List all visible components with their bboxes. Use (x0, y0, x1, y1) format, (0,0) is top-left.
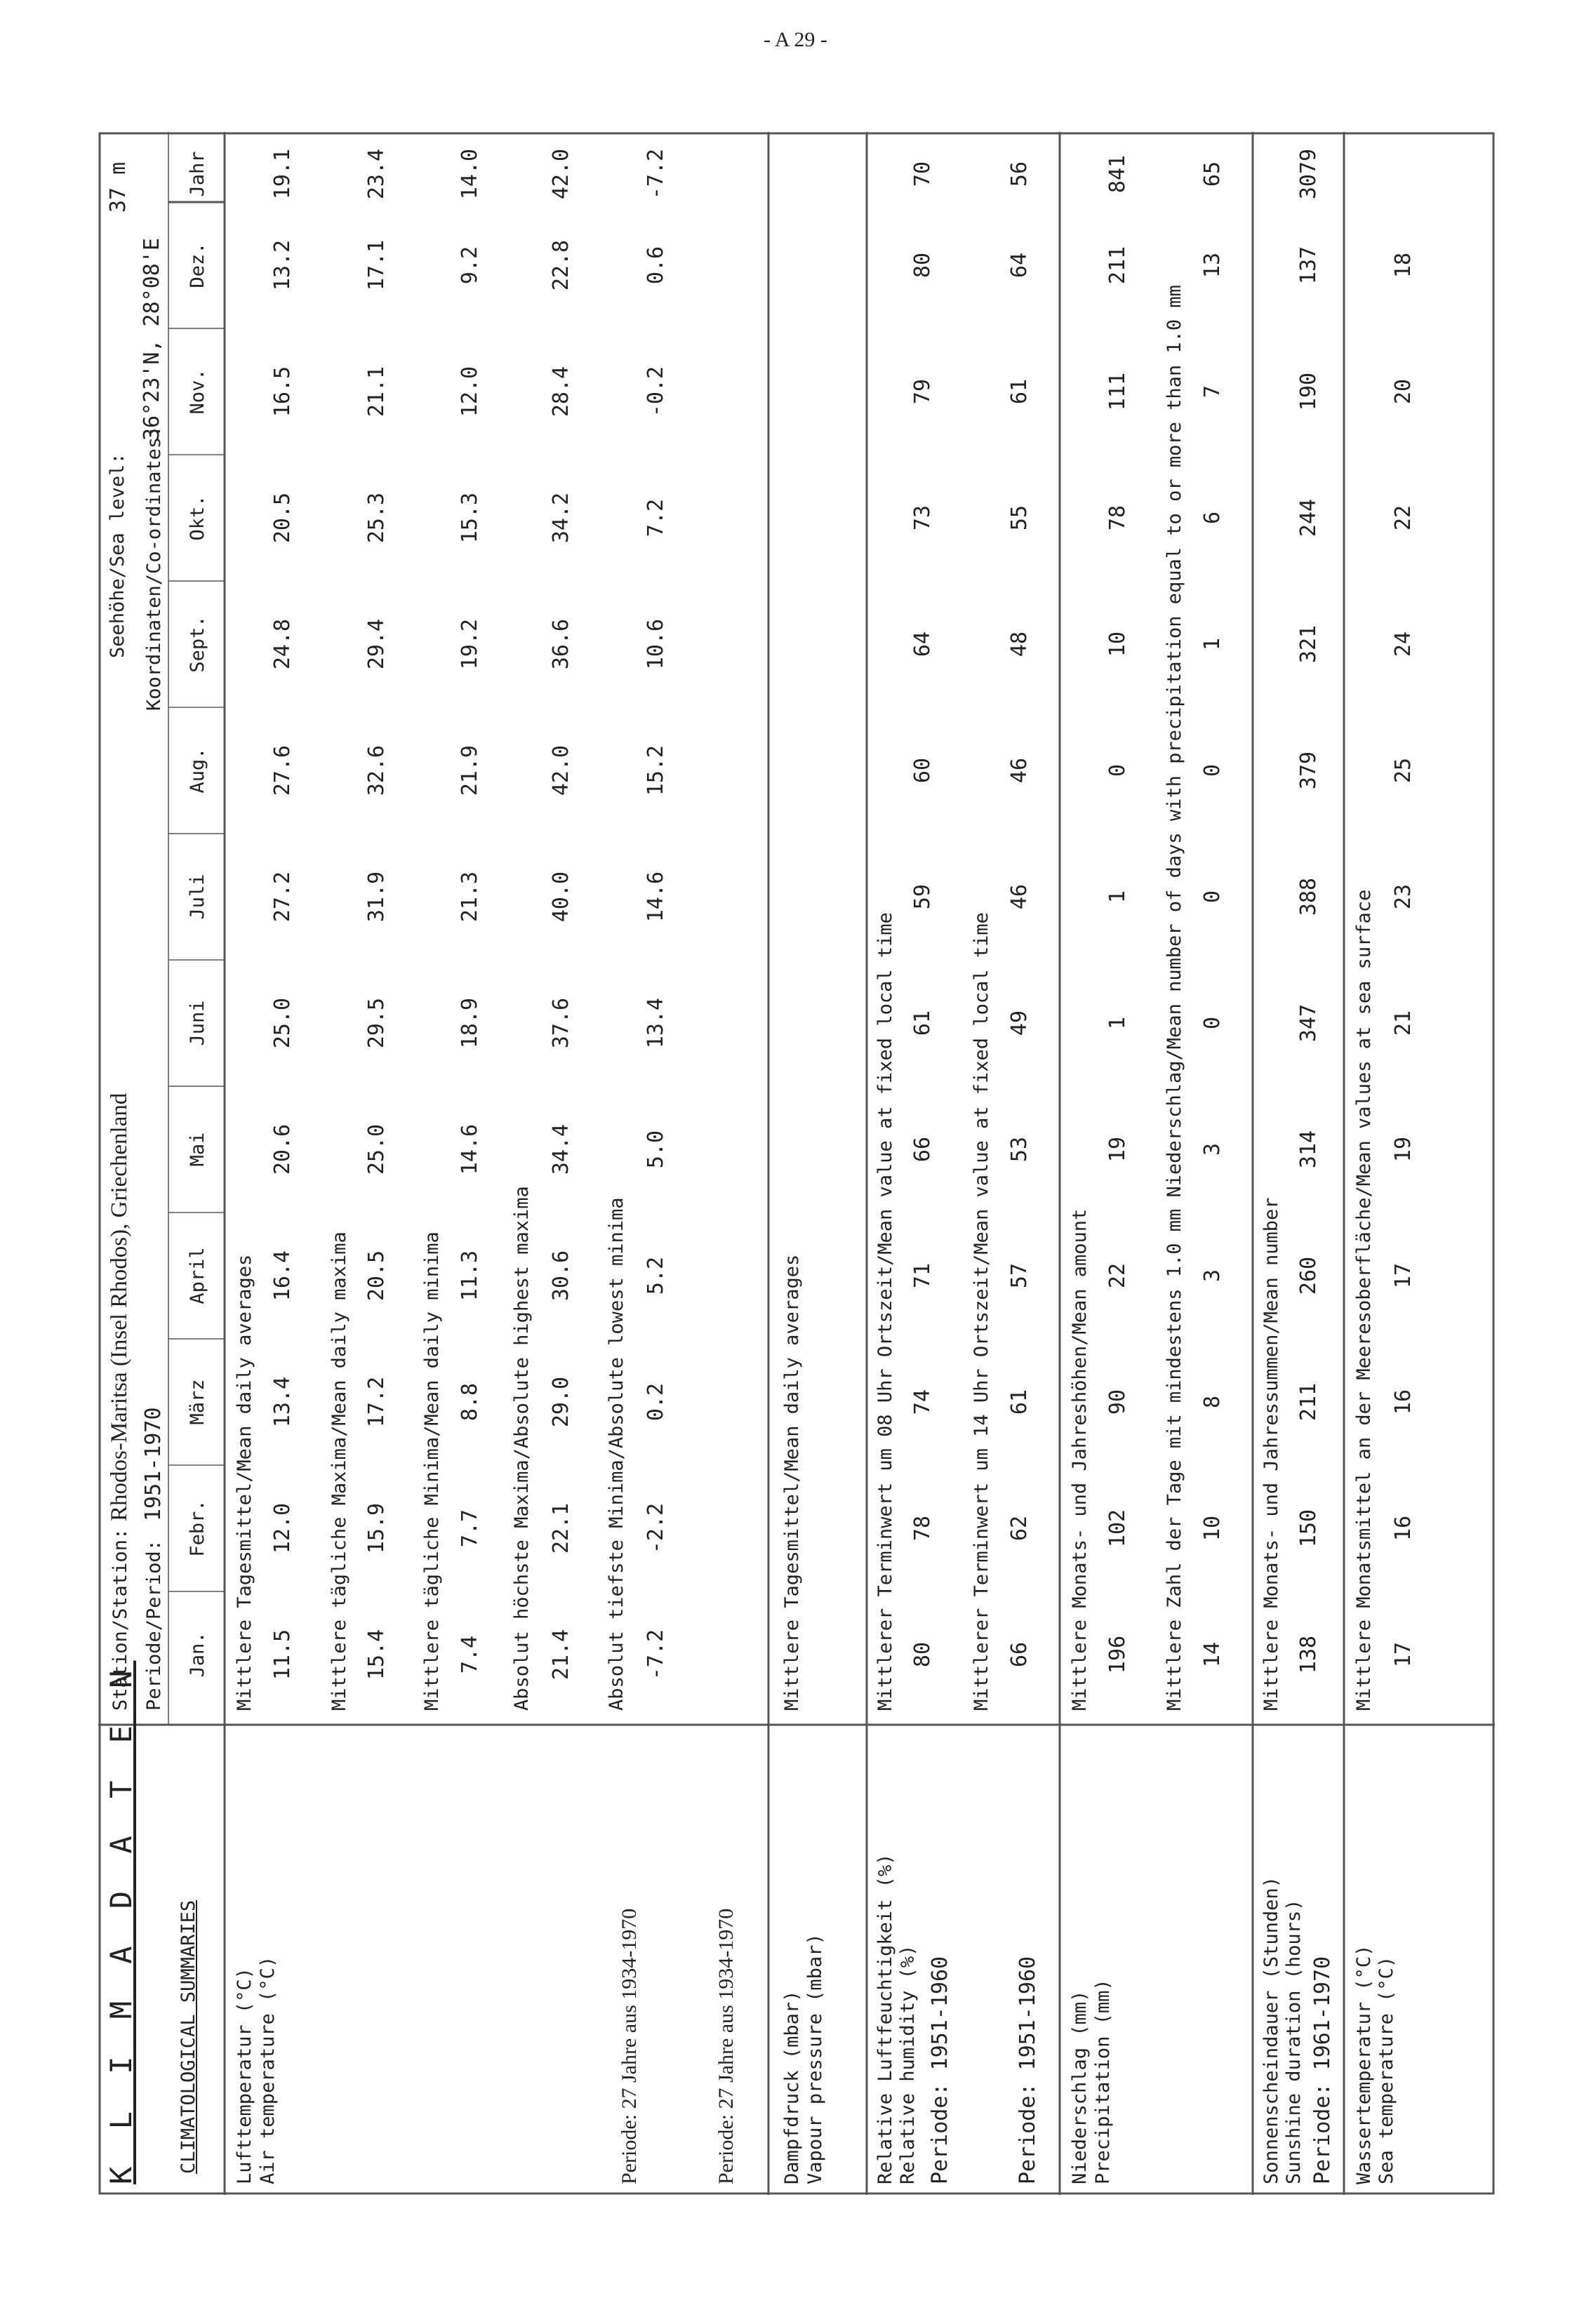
month-header: Aug. (187, 747, 208, 794)
table-cell: 21 (1391, 1010, 1416, 1036)
table-cell: 0 (1200, 890, 1225, 904)
table-cell: 36.6 (549, 618, 573, 670)
table-cell: 20.6 (270, 1123, 295, 1175)
humidity-period-1: Periode: 1951-1960 (928, 1956, 952, 2184)
table-cell: 40.0 (549, 871, 573, 923)
vapour-label-de: Dampfdruck (mbar) (781, 1990, 803, 2184)
table-cell: 0 (1105, 763, 1130, 777)
table-cell: 15.3 (458, 492, 482, 544)
table-cell: 30.6 (549, 1250, 573, 1302)
table-cell: 42.0 (549, 744, 573, 796)
table-cell: 61 (910, 1010, 935, 1036)
table-cell: 8.8 (458, 1382, 482, 1422)
table-cell: 25.0 (270, 997, 295, 1049)
page-number: - A 29 - (764, 28, 827, 51)
table-cell: 28.4 (549, 366, 573, 418)
table-cell: 24 (1391, 631, 1416, 657)
humidity-label-en: Relative humidity (%) (897, 1944, 919, 2184)
table-cell: 18.9 (458, 997, 482, 1049)
table-cell: 53 (1007, 1136, 1032, 1163)
table-cell: 34.2 (549, 492, 573, 544)
table-cell: 14 (1200, 1641, 1225, 1668)
row-caption: Mittlere Tagesmittel/Mean daily averages (234, 1254, 255, 1711)
table-cell: 321 (1296, 625, 1321, 664)
table-cell: 21.3 (458, 871, 482, 923)
table-cell: 27.6 (270, 744, 295, 796)
table-cell: 55 (1007, 505, 1032, 531)
period-label: Periode/Period: (143, 1540, 165, 1711)
table-cell: 244 (1296, 498, 1321, 537)
table-cell: 15.2 (644, 744, 668, 796)
row-caption: Mittlere Zahl der Tage mit mindestens 1.0 mm Niederschlag/Mean number of days with precipitation equal to or more than 1.0 mm (1164, 285, 1185, 1711)
coords-value: 36°23'N, 28°08'E (140, 238, 164, 441)
table-cell: 70 (910, 161, 935, 187)
table-cell: 62 (1007, 1515, 1032, 1542)
table-cell: 25.0 (364, 1123, 389, 1175)
table-cell: 64 (910, 631, 935, 657)
table-cell: 10.6 (644, 618, 668, 670)
table-cell: 8 (1200, 1395, 1225, 1409)
table-cell: 1 (1200, 637, 1225, 651)
table-cell: 22.8 (549, 239, 573, 291)
table-cell: 12.0 (458, 366, 482, 418)
table-cell: 12.0 (270, 1502, 295, 1554)
table-cell: -0.2 (644, 366, 668, 418)
table-cell: 31.9 (364, 871, 389, 923)
table-cell: -7.2 (644, 148, 668, 200)
table-cell: 20.5 (364, 1250, 389, 1302)
elevation-value: 37 m (106, 161, 131, 213)
table-cell: -7.2 (644, 1629, 668, 1681)
table-cell: 388 (1296, 877, 1321, 916)
month-header: Okt. (187, 495, 208, 541)
vapour-label-en: Vapour pressure (mbar) (804, 1933, 826, 2184)
month-header: Juli (187, 874, 208, 920)
table-cell: 102 (1105, 1509, 1130, 1548)
row-caption: Mittlere tägliche Minima/Mean daily minima (421, 1231, 443, 1711)
table-cell: 7.4 (458, 1635, 482, 1674)
table-cell: 138 (1296, 1635, 1321, 1674)
humidity-label-de: Relative Luftfeuchtigkeit (%) (874, 1853, 896, 2184)
row-caption: Mittlere tägliche Maxima/Mean daily maxima (328, 1231, 350, 1711)
table-cell: 49 (1007, 1010, 1032, 1036)
table-cell: 80 (910, 1641, 935, 1668)
row-caption: Mittlere Monatsmittel an der Meeresoberfläche/Mean values at sea surface (1353, 889, 1375, 1711)
table-cell: 7.2 (644, 498, 668, 537)
table-cell: 73 (910, 505, 935, 531)
table-cell: 23.4 (364, 148, 389, 200)
table-cell: 17.1 (364, 239, 389, 291)
table-cell: 10 (1200, 1515, 1225, 1542)
table-cell: 1 (1105, 1016, 1130, 1030)
table-cell: 13 (1200, 252, 1225, 279)
row-caption: Mittlere Tagesmittel/Mean daily averages (781, 1254, 803, 1711)
row-caption: Absolut tiefste Minima/Absolute lowest minima (606, 1197, 627, 1711)
table-cell: 22 (1391, 505, 1416, 531)
table-cell: 16.5 (270, 366, 295, 418)
table-cell: 150 (1296, 1509, 1321, 1548)
table-cell: 48 (1007, 631, 1032, 657)
table-cell: 59 (910, 883, 935, 910)
month-header: Febr. (187, 1500, 208, 1557)
row-caption: Mittlere Monats- und Jahreshöhen/Mean amount (1069, 1208, 1091, 1711)
table-cell: 3 (1200, 1142, 1225, 1156)
table-cell: 0 (1200, 763, 1225, 777)
table-cell: 21.1 (364, 366, 389, 418)
table-cell: 19.2 (458, 618, 482, 670)
table-cell: 13.4 (644, 997, 668, 1049)
table-cell: 42.0 (549, 148, 573, 200)
table-cell: 66 (1007, 1641, 1032, 1668)
table-cell: 10 (1105, 631, 1130, 657)
table-cell: 211 (1296, 1382, 1321, 1422)
station-label: Station/Station: (109, 1528, 131, 1711)
table-cell: 21.9 (458, 744, 482, 796)
abs-min-period: Periode: 27 Jahre aus 1934-1970 (714, 1908, 738, 2184)
month-header: Mai (187, 1132, 208, 1167)
table-cell: 46 (1007, 757, 1032, 784)
sun-period: Periode: 1961-1970 (1310, 1956, 1335, 2184)
month-header: März (187, 1379, 208, 1425)
table-cell: 314 (1296, 1130, 1321, 1169)
table-cell: 841 (1105, 154, 1130, 194)
coords-label: Koordinaten/Co-ordinates: (143, 425, 165, 711)
table-cell: 14.6 (644, 871, 668, 923)
table-cell: 71 (910, 1262, 935, 1289)
table-cell: 13.4 (270, 1376, 295, 1428)
table-cell: 19 (1391, 1136, 1416, 1163)
table-cell: 64 (1007, 252, 1032, 279)
table-cell: 16.4 (270, 1250, 295, 1302)
month-header: Nov. (187, 368, 208, 415)
table-cell: 23 (1391, 883, 1416, 910)
table-cell: 19 (1105, 1136, 1130, 1163)
table-cell: 25.3 (364, 492, 389, 544)
table-cell: 15.9 (364, 1502, 389, 1554)
table-cell: 0.2 (644, 1382, 668, 1422)
temp-label-en: Air temperature (°C) (257, 1956, 279, 2184)
table-cell: 57 (1007, 1262, 1032, 1289)
row-caption: Mittlerer Terminwert um 14 Uhr Ortszeit/Mean value at fixed local time (971, 912, 992, 1711)
table-cell: 27.2 (270, 871, 295, 923)
table-cell: 20.5 (270, 492, 295, 544)
sun-label-de: Sonnenscheindauer (Stunden) (1260, 1876, 1282, 2184)
humidity-period-2: Periode: 1951-1960 (1016, 1956, 1040, 2184)
table-cell: 17.2 (364, 1376, 389, 1428)
table-cell: 196 (1105, 1635, 1130, 1674)
period-value: 1951-1970 (141, 1407, 166, 1521)
table-cell: 137 (1296, 246, 1321, 285)
sea-label-de: Wassertemperatur (°C) (1353, 1944, 1375, 2184)
precip-label-en: Precipitation (mm) (1092, 1979, 1114, 2184)
table-cell: 24.8 (270, 618, 295, 670)
row-caption: Absolut höchste Maxima/Absolute highest maxima (511, 1186, 533, 1711)
table-cell: 5.2 (644, 1256, 668, 1295)
table-cell: 111 (1105, 372, 1130, 411)
table-cell: -2.2 (644, 1502, 668, 1554)
table-title: K L I M A D A T E N (104, 1660, 138, 2184)
table-cell: 32.6 (364, 744, 389, 796)
table-cell: 5.0 (644, 1130, 668, 1169)
month-header: Jan. (187, 1631, 208, 1678)
table-cell: 1 (1105, 890, 1130, 904)
row-caption: Mittlerer Terminwert um 08 Uhr Ortszeit/Mean value at fixed local time (874, 912, 896, 1711)
table-cell: 21.4 (549, 1629, 573, 1681)
table-cell: 34.4 (549, 1123, 573, 1175)
table-cell: 7.7 (458, 1509, 482, 1548)
table-cell: 211 (1105, 246, 1130, 285)
table-cell: 347 (1296, 1003, 1321, 1043)
table-cell: 16 (1391, 1515, 1416, 1542)
table-cell: 79 (910, 378, 935, 405)
table-cell: 80 (910, 252, 935, 279)
table-cell: 90 (1105, 1389, 1130, 1415)
table-cell: 22 (1105, 1262, 1130, 1289)
table-cell: 15.4 (364, 1629, 389, 1681)
abs-max-period: Periode: 27 Jahre aus 1934-1970 (618, 1908, 641, 2184)
climate-table-sheet (98, 132, 1495, 2195)
table-cell: 60 (910, 757, 935, 784)
table-cell: 61 (1007, 378, 1032, 405)
table-cell: 260 (1296, 1256, 1321, 1295)
table-cell: 19.1 (270, 148, 295, 200)
table-cell: 11.3 (458, 1250, 482, 1302)
table-cell: 14.6 (458, 1123, 482, 1175)
station-name: Rhodos-Maritsa (Insel Rhodos), Griechenland (107, 1093, 132, 1521)
table-cell: 9.2 (458, 246, 482, 285)
table-cell: 61 (1007, 1389, 1032, 1415)
month-header: Jahr (187, 151, 208, 197)
table-cell: 379 (1296, 751, 1321, 790)
table-cell: 7 (1200, 385, 1225, 399)
table-cell: 16 (1391, 1389, 1416, 1415)
table-cell: 78 (910, 1515, 935, 1542)
table-subtitle: CLIMATOLOGICAL SUMMARIES (178, 1899, 199, 2174)
table-cell: 56 (1007, 161, 1032, 187)
table-cell: 78 (1105, 505, 1130, 531)
elevation-label: Seehöhe/Sea level: (107, 453, 128, 658)
table-grid (98, 132, 1495, 2195)
month-header: Dez. (187, 242, 208, 288)
table-cell: 22.1 (549, 1502, 573, 1554)
temp-label-de: Lufttemperatur (°C) (234, 1968, 255, 2184)
precip-label-de: Niederschlag (mm) (1069, 1990, 1091, 2184)
table-cell: 46 (1007, 883, 1032, 910)
table-cell: 29.4 (364, 618, 389, 670)
row-caption: Mittlere Monats- und Jahressummen/Mean number (1260, 1197, 1282, 1711)
table-cell: 37.6 (549, 997, 573, 1049)
table-cell: 25 (1391, 757, 1416, 784)
table-cell: 65 (1200, 161, 1225, 187)
month-header: Juni (187, 1000, 208, 1046)
month-header: Sept. (187, 615, 208, 673)
table-cell: 0.6 (644, 246, 668, 285)
table-cell: 11.5 (270, 1629, 295, 1681)
table-cell: 13.2 (270, 239, 295, 291)
month-header: April (187, 1247, 208, 1304)
table-cell: 190 (1296, 372, 1321, 411)
table-cell: 74 (910, 1389, 935, 1415)
table-cell: 3 (1200, 1269, 1225, 1283)
table-cell: 17 (1391, 1262, 1416, 1289)
sun-label-en: Sunshine duration (hours) (1283, 1899, 1305, 2184)
table-cell: 17 (1391, 1641, 1416, 1668)
table-cell: 29.5 (364, 997, 389, 1049)
table-cell: 18 (1391, 252, 1416, 279)
table-cell: 0 (1200, 1016, 1225, 1030)
table-cell: 29.0 (549, 1376, 573, 1428)
sea-label-en: Sea temperature (°C) (1376, 1956, 1397, 2184)
table-cell: 6 (1200, 511, 1225, 525)
table-cell: 66 (910, 1136, 935, 1163)
table-cell: 3079 (1296, 148, 1321, 200)
table-cell: 14.0 (458, 148, 482, 200)
table-cell: 20 (1391, 378, 1416, 405)
